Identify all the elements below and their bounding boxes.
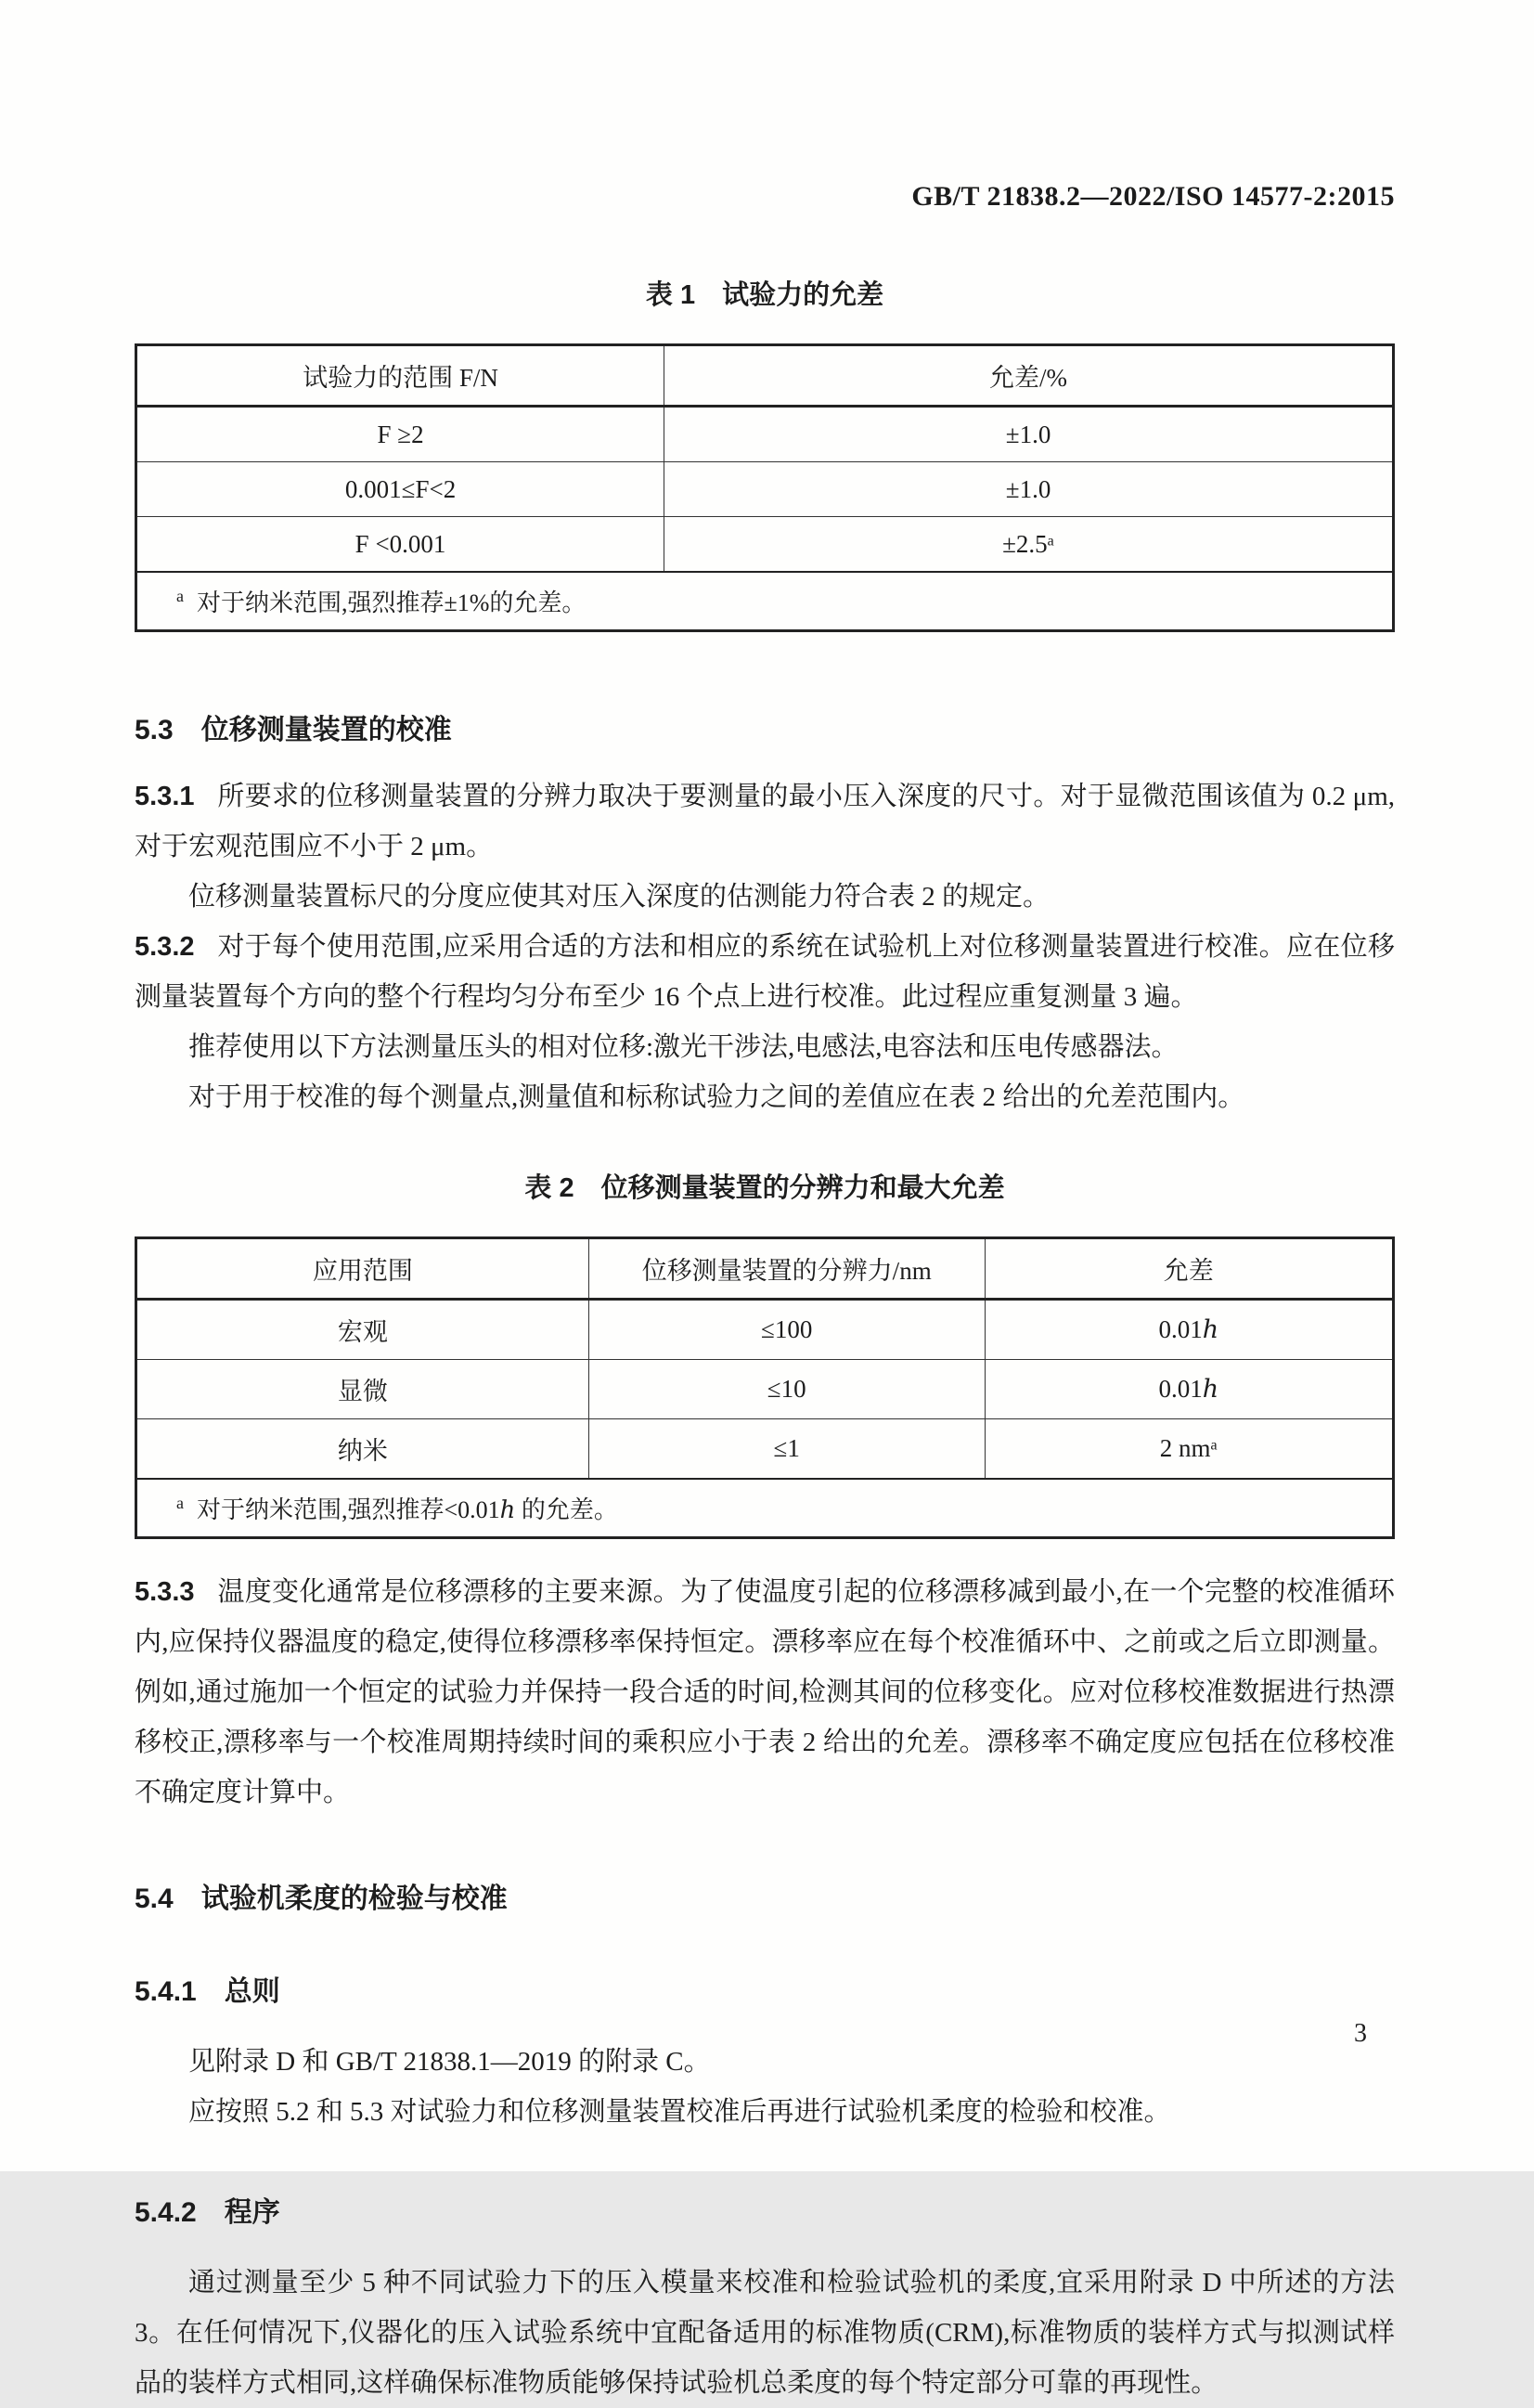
para-5-3-1-b: 位移测量装置标尺的分度应使其对压入深度的估测能力符合表 2 的规定。 [188,882,1051,912]
footnote-marker: a [176,1494,184,1513]
table-cell: F ≥2 [136,407,664,462]
table2-footnote-row [136,1479,1394,1538]
table2-col-application-range: 应用范围 [136,1238,589,1300]
clause-number: 5.3.2 [135,932,195,962]
table2-caption: 表 2 位移测量装置的分辨力和最大允差 [524,1173,1005,1203]
clause-number: 5.3.3 [135,1577,195,1607]
table2-displacement-resolution-tolerance [135,1236,1395,1539]
section-5-4-heading: 5.4 试验机柔度的检验与校准 [135,1884,508,1914]
table-row [136,517,1394,573]
table-cell: ±1.0 [664,407,1394,462]
section-5-4-1-heading: 5.4.1 总则 [135,1976,280,2007]
footnote-text: 对于纳米范围,强烈推荐±1%的允差。 [197,589,587,616]
table-cell: ±1.0 [664,462,1394,517]
table-cell: 0.01ℎ [985,1360,1393,1419]
clause-text: 对于每个使用范围,应采用合适的方法和相应的系统在试验机上对位移测量装置进行校准。应在位移测量装置每个方向的整个行程均匀分布至少 16 个点上进行校准。此过程应重复测量 3 遍。 [135,932,1395,1012]
table-row [136,1360,1394,1419]
table-cell: 显微 [136,1360,589,1419]
para-5-4-1-b: 应按照 5.2 和 5.3 对试验力和位移测量装置校准后再进行试验机柔度的检验和校准。 [188,2097,1171,2127]
page-number: 3 [1354,2019,1367,2048]
footnote-text: 对于纳米范围,强烈推荐<0.01ℎ 的允差。 [197,1496,618,1523]
table-cell: 宏观 [136,1300,589,1360]
para-5-4-1-a: 见附录 D 和 GB/T 21838.1—2019 的附录 C。 [188,2047,711,2077]
clause-5-3-3 [135,1567,1395,1818]
standard-number-header: GB/T 21838.2—2022/ISO 14577-2:2015 [911,181,1395,212]
clause-5-3-1 [135,771,1395,872]
para-5-3-2-b: 推荐使用以下方法测量压头的相对位移:激光干涉法,电感法,电容法和压电传感器法。 [188,1032,1179,1062]
section-5-4-2-heading: 5.4.2 程序 [135,2197,280,2228]
table-cell: 0.001≤F<2 [136,462,664,517]
table-row [136,1419,1394,1480]
table-row [136,407,1394,462]
table2-col-resolution: 位移测量装置的分辨力/nm [588,1238,985,1300]
section-5-3-heading: 5.3 位移测量装置的校准 [135,715,452,745]
para-5-3-2-c: 对于用于校准的每个测量点,测量值和标称试验力之间的差值应在表 2 给出的允差范围内。 [188,1082,1245,1112]
table-cell: 2 nmᵃ [985,1419,1393,1480]
table-cell: ≤100 [588,1300,985,1360]
table-cell: ≤10 [588,1360,985,1419]
table-row [136,462,1394,517]
clause-number: 5.3.1 [135,782,195,811]
para-5-4-2-a: 通过测量至少 5 种不同试验力下的压入模量来校准和检验试验机的柔度,宜采用附录 D 中所述的方法 3。在任何情况下,仪器化的压入试验系统中宜配备适用的标准物质(CRM),标准物质的装样方式与拟测试样品的装样方式相同,这样确保标准物质能够保持试验机总柔度的每个特定部分可靠的再现性。 [135,2268,1395,2398]
table-cell: ±2.5ᵃ [664,517,1394,573]
table2-footnote [136,1479,1394,1538]
table1-footnote [136,572,1394,631]
table1-test-force-tolerance [135,343,1395,632]
table2-col-tolerance: 允差 [985,1238,1393,1300]
clause-5-3-2 [135,922,1395,1022]
table-row [136,1300,1394,1360]
table1-col-force-range: 试验力的范围 F/N [136,345,664,407]
table1-col-tolerance: 允差/% [664,345,1394,407]
table1-caption: 表 1 试验力的允差 [645,280,884,310]
table2-header-row [136,1238,1394,1300]
footnote-marker: a [176,587,184,606]
table1-footnote-row [136,572,1394,631]
table-cell: 纳米 [136,1419,589,1480]
table-cell: F <0.001 [136,517,664,573]
clause-text: 所要求的位移测量装置的分辨力取决于要测量的最小压入深度的尺寸。对于显微范围该值为 0.2 μm,对于宏观范围应不小于 2 μm。 [135,782,1395,861]
table-cell: ≤1 [588,1419,985,1480]
table-cell: 0.01ℎ [985,1300,1393,1360]
clause-text: 温度变化通常是位移漂移的主要来源。为了使温度引起的位移漂移减到最小,在一个完整的校准循环内,应保持仪器温度的稳定,使得位移漂移率保持恒定。漂移率应在每个校准循环中、之前或之后立即测量。例如,通过施加一个恒定的试验力并保持一段合适的时间,检测其间的位移变化。应对位移校准数据进行热漂移校正,漂移率与一个校准周期持续时间的乘积应小于表 2 给出的允差。漂移率不确定度应包括在位移校准不确定度计算中。 [135,1577,1395,1807]
table1-header-row [136,345,1394,407]
